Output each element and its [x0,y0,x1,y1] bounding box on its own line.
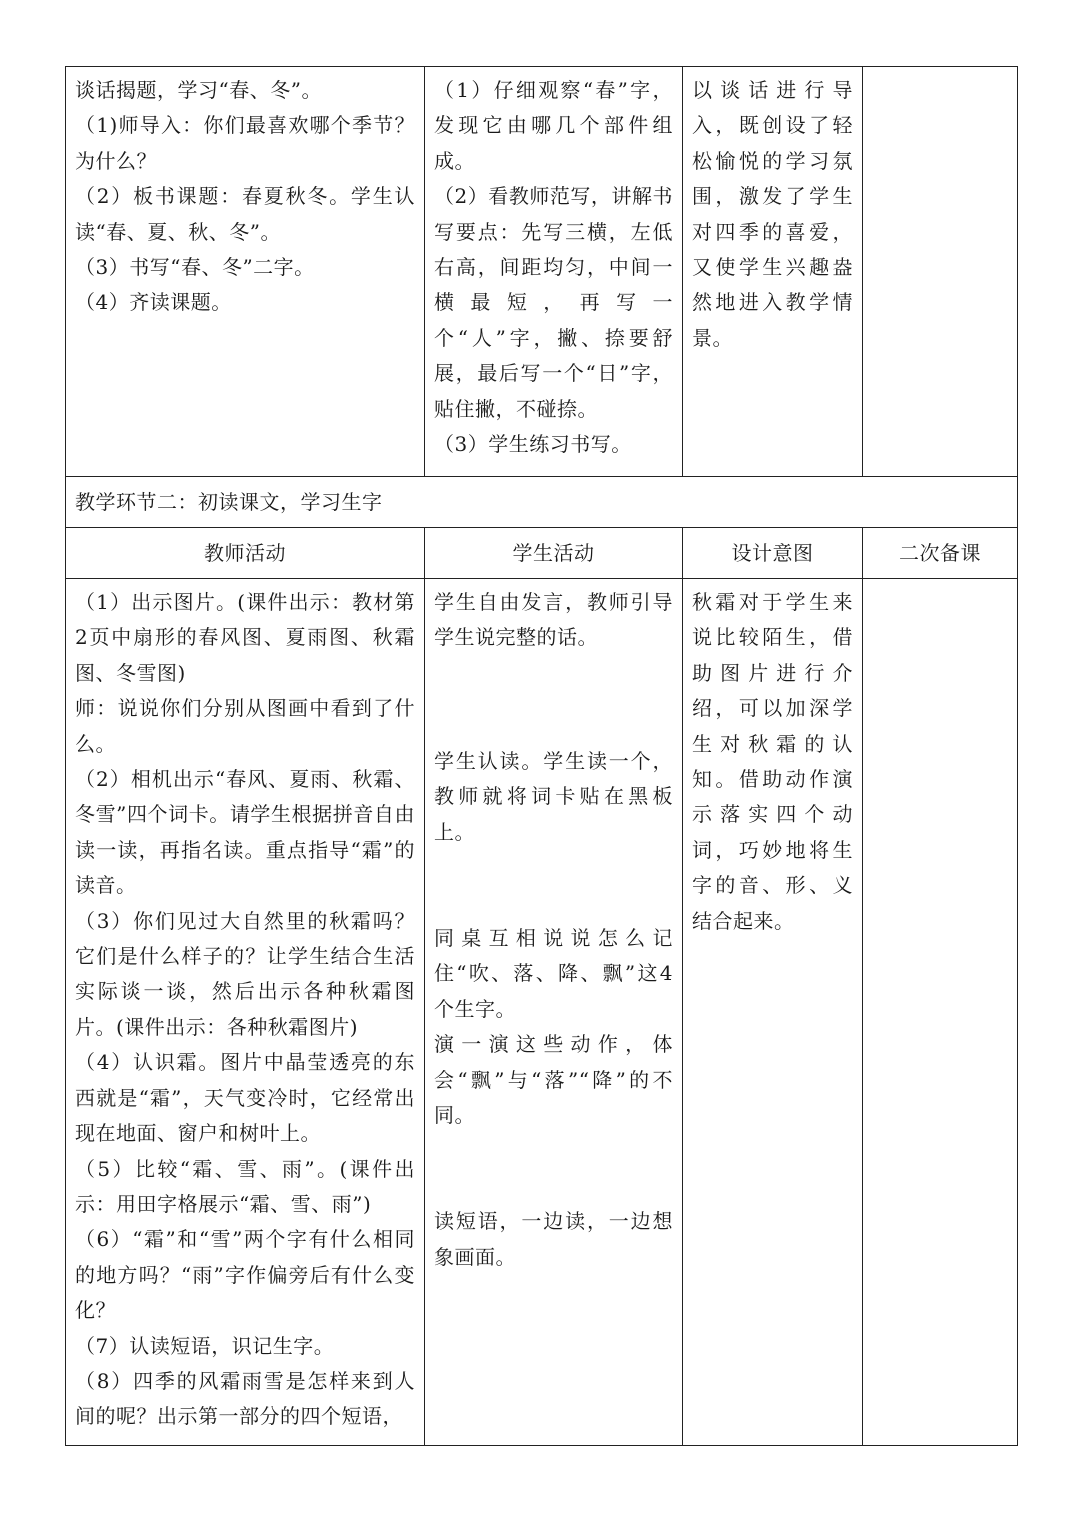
student-text: 学生自由发言，教师引导学生说完整的话。 [434,590,673,650]
row-section1 [66,67,1018,477]
section-title: 教学环节二：初读课文，学习生字 [66,477,1018,528]
teacher-text: （3）书写“春、冬”二字。 [75,255,315,280]
row-section2 [66,579,1018,1446]
design-text: 秋霜对于学生来说比较陌生，借助图片进行介绍，可以加深学生对秋霜的认知。借助动作演示落实四个动词，巧妙地将生字的音、形、义结合起来。 [692,590,853,933]
cell-design-intent-2 [683,579,863,1446]
student-text: （3）学生练习书写。 [434,432,632,457]
teacher-text: （1)师导入：你们最喜欢哪个季节？为什么？ [75,113,415,173]
teacher-text: （3）你们见过大自然里的秋霜吗？它们是什么样子的？让学生结合生活实际谈一谈，然后出示各种秋霜图片。(课件出示：各种秋霜图片) [75,908,415,1039]
cell-teacher-activity-2 [66,579,425,1446]
header-student-activity: 学生活动 [425,528,683,579]
teacher-text: 谈话揭题，学习“春、冬”。 [75,78,322,102]
design-text: 以谈话进行导入，既创设了轻松愉悦的学习氛围，激发了学生对四季的喜爱，又使学生兴趣盎然地进入教学情景。 [692,78,853,350]
student-text: 学生认读。学生读一个，教师就将词卡贴在黑板上。 [434,748,673,844]
header-design-intent: 设计意图 [683,528,863,579]
header-second-prep: 二次备课 [863,528,1018,579]
cell-second-prep-2 [863,579,1018,1446]
row-header [66,528,1018,579]
cell-teacher-activity-1 [66,67,425,477]
student-text: （1）仔细观察“春”字，发现它由哪几个部件组成。 [434,78,673,173]
row-section2-title [66,477,1018,528]
teacher-text: （2）相机出示“春风、夏雨、秋霜、冬雪”四个词卡。请学生根据拼音自由读一读，再指名读。重点指导“霜”的读音。 [75,767,415,898]
student-text: 演一演这些动作，体会“飘”与“落”“降”的不同。 [434,1032,673,1128]
cell-second-prep-1 [863,67,1018,477]
cell-student-activity-2 [425,579,683,1446]
teacher-text: （6）“霜”和“雪”两个字有什么相同的地方吗？“雨”字作偏旁后有什么变化？ [75,1227,415,1323]
header-teacher-activity: 教师活动 [66,528,425,579]
cell-student-activity-1 [425,67,683,477]
lesson-plan-table [65,66,1018,1446]
teacher-text: （5）比较“霜、雪、雨”。(课件出示：用田字格展示“霜、雪、雨”) [75,1156,415,1216]
teacher-text: （7）认读短语，识记生字。 [75,1333,335,1358]
teacher-text: （4）齐读课题。 [75,290,232,315]
teacher-text: （8）四季的风霜雨雪是怎样来到人间的呢？出示第一部分的四个短语， [75,1368,415,1429]
cell-design-intent-1 [683,67,863,477]
student-text: 同桌互相说说怎么记住“吹、落、降、飘”这4个生字。 [434,926,673,1021]
teacher-text: （1）出示图片。(课件出示：教材第2页中扇形的春风图、夏雨图、秋霜图、冬雪图) [75,590,415,685]
student-text: （2）看教师范写，讲解书写要点：先写三横，左低右高，间距均匀，中间一横最短，再写一个“人”字，撇、捺要舒展，最后写一个“日”字，贴住撇，不碰捺。 [434,184,673,421]
teacher-text: 师：说说你们分别从图画中看到了什么。 [75,696,415,756]
teacher-text: （4）认识霜。图片中晶莹透亮的东西就是“霜”，天气变冷时，它经常出现在地面、窗户和树叶上。 [75,1050,415,1146]
teacher-text: （2）板书课题：春夏秋冬。学生认读“春、夏、秋、冬”。 [75,184,415,244]
student-text: 读短语，一边读，一边想象画面。 [434,1209,673,1269]
